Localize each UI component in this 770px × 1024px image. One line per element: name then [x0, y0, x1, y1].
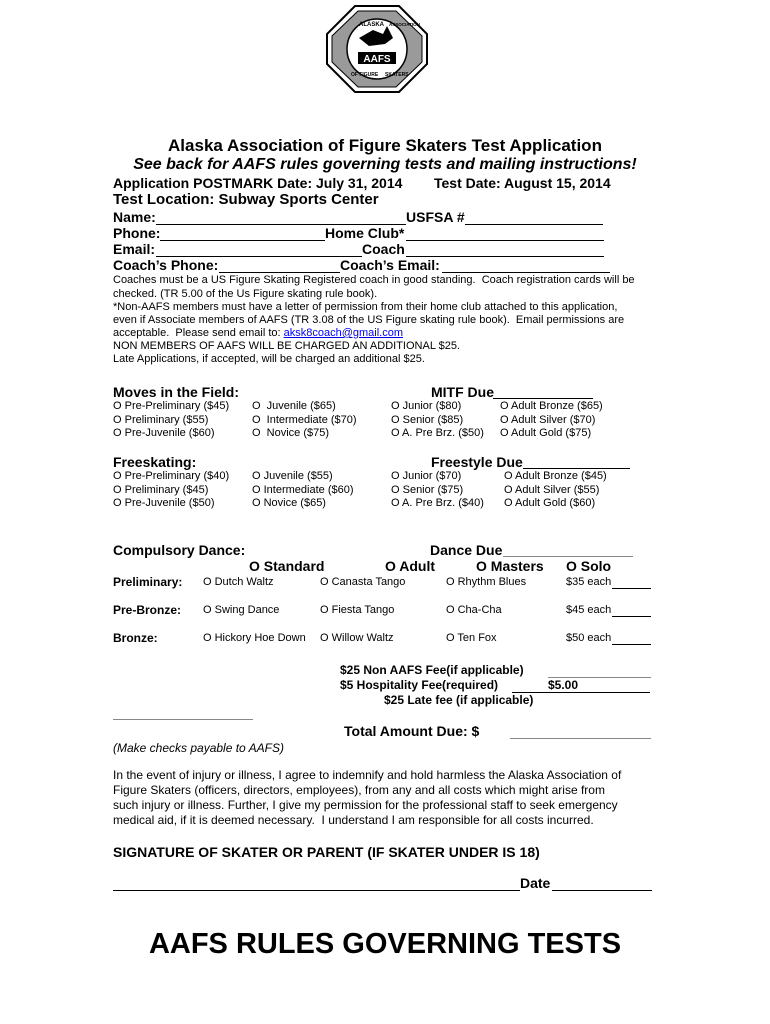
freeskating-option[interactable]: O Preliminary ($45): [113, 483, 209, 496]
coach-email-field[interactable]: [442, 272, 610, 273]
home-club-label: Home Club*: [325, 225, 405, 241]
freeskating-option[interactable]: O Junior ($70): [391, 470, 462, 482]
freeskating-heading: Freeskating:: [113, 454, 197, 470]
freeskating-option[interactable]: O Novice ($65): [252, 497, 326, 509]
home-club-field[interactable]: [406, 240, 604, 241]
freeskating-option[interactable]: O Senior ($75): [391, 483, 464, 496]
note-line-4: even if Associate members of AAFS (TR 3.08 of the US Figure skating rule book). Email permissions are: [113, 314, 625, 326]
freeskating-option[interactable]: O Intermediate ($60): [252, 483, 354, 496]
freeskating-option[interactable]: O Adult Silver ($55): [504, 483, 600, 496]
freeskating-option[interactable]: O A. Pre Brz. ($40): [391, 497, 484, 509]
hospitality-fee: $5 Hospitality Fee(required): [340, 678, 499, 692]
moves-option[interactable]: O Senior ($85): [391, 413, 464, 426]
dance-price-field[interactable]: [612, 644, 651, 645]
form-title: Alaska Association of Figure Skaters Test Application: [168, 136, 602, 155]
freestyle-due-field[interactable]: [523, 468, 630, 469]
mitf-due-field[interactable]: [493, 398, 593, 399]
moves-heading: Moves in the Field:: [113, 384, 240, 400]
dance-option[interactable]: O Swing Dance: [203, 604, 280, 616]
dance-category-adult[interactable]: O Adult: [385, 558, 436, 574]
late-fee: $25 Late fee (if applicable): [384, 693, 534, 707]
logo-center-text: AAFS: [363, 54, 391, 65]
moves-option[interactable]: O Intermediate ($70): [252, 413, 357, 426]
usfsa-label: USFSA #: [406, 209, 465, 225]
dance-level: Bronze:: [113, 631, 158, 645]
dance-option[interactable]: O Ten Fox: [446, 632, 497, 644]
moves-option[interactable]: O Adult Gold ($75): [500, 427, 592, 439]
note-line-2: checked. (TR 5.00 of the Us Figure skating rule book).: [113, 288, 378, 300]
dance-price-field[interactable]: [612, 616, 651, 617]
dance-level: Preliminary:: [113, 575, 183, 589]
dance-due-label: Dance Due: [430, 542, 503, 558]
moves-option[interactable]: O Adult Bronze ($65): [500, 400, 603, 412]
logo-top-text: ALASKA: [359, 22, 384, 28]
dance-level: Pre-Bronze:: [113, 603, 182, 617]
date-label: Date: [520, 875, 551, 891]
postmark-date: Application POSTMARK Date: July 31, 2014: [113, 175, 403, 191]
dance-option[interactable]: O Cha-Cha: [446, 604, 502, 616]
dance-price: $50 each: [566, 632, 612, 644]
freeskating-option[interactable]: O Adult Gold ($60): [504, 497, 596, 509]
waiver-line-2: Figure Skaters (officers, directors, employees), from any and all costs which might arise from: [113, 783, 605, 797]
total-amount-label: Total Amount Due: $: [344, 723, 480, 739]
test-date: Test Date: August 15, 2014: [434, 175, 611, 191]
note-line-5-text: acceptable. Please send email to:: [113, 327, 284, 339]
coach-label: Coach: [362, 241, 405, 257]
email-link[interactable]: aksk8coach@gmail.com: [283, 327, 403, 339]
freeskating-option[interactable]: O Juvenile ($55): [252, 470, 333, 482]
waiver-line-4: medical aid, if it is deemed necessary. I understand I am responsible for all costs incurred.: [113, 813, 594, 827]
signature-label: SIGNATURE OF SKATER OR PARENT (IF SKATER UNDER IS 18): [113, 844, 540, 860]
logo-right-text: ASSOCIATION: [389, 22, 420, 27]
dance-category-standard[interactable]: O Standard: [249, 558, 325, 574]
total-amount-field[interactable]: [510, 738, 651, 739]
moves-option[interactable]: O Pre-Preliminary ($45): [113, 400, 230, 412]
phone-field[interactable]: [160, 240, 325, 241]
note-line-3: *Non-AAFS members must have a letter of permission from their home club attached to this application,: [113, 301, 618, 313]
moves-option[interactable]: O Preliminary ($55): [113, 413, 209, 426]
mitf-due-label: MITF Due: [431, 384, 494, 400]
dance-option[interactable]: O Hickory Hoe Down: [203, 632, 306, 644]
dance-heading: Compulsory Dance:: [113, 542, 246, 558]
hospitality-fee-amount: $5.00: [548, 678, 579, 692]
test-location: Test Location: Subway Sports Center: [113, 191, 379, 208]
phone-label: Phone:: [113, 225, 161, 241]
dance-due-field[interactable]: [503, 556, 633, 557]
dance-category-solo[interactable]: O Solo: [566, 558, 612, 574]
moves-option[interactable]: O Adult Silver ($70): [500, 413, 596, 426]
dance-price-field[interactable]: [612, 588, 651, 589]
dance-option[interactable]: O Rhythm Blues: [446, 576, 527, 588]
moves-option[interactable]: O Novice ($75): [252, 427, 330, 439]
form-subtitle: See back for AAFS rules governing tests and mailing instructions!: [133, 156, 637, 173]
dance-option[interactable]: O Willow Waltz: [320, 632, 394, 644]
coach-phone-label: Coach’s Phone:: [113, 257, 219, 273]
rules-heading: AAFS RULES GOVERNING TESTS: [148, 928, 622, 960]
aafs-logo: [325, 4, 429, 94]
non-aafs-fee: $25 Non AAFS Fee(if applicable): [340, 663, 524, 677]
waiver-line-3: such injury or illness. Further, I give my permission for the professional staff to seek emergency: [113, 798, 618, 812]
freeskating-option[interactable]: O Pre-Juvenile ($50): [113, 497, 215, 509]
usfsa-field[interactable]: [465, 224, 603, 225]
dance-category-masters[interactable]: O Masters: [476, 558, 544, 574]
signature-field[interactable]: [113, 890, 520, 891]
moves-option[interactable]: O A. Pre Brz. ($50): [391, 427, 484, 439]
checks-payable-note: (Make checks payable to AAFS): [113, 741, 284, 755]
dance-price: $45 each: [566, 604, 612, 616]
waiver-line-1: In the event of injury or illness, I agree to indemnify and hold harmless the Alaska Association of: [113, 768, 622, 782]
note-line-7: Late Applications, if accepted, will be charged an additional $25.: [113, 353, 425, 365]
date-field[interactable]: [552, 890, 652, 891]
name-label: Name:: [113, 209, 156, 225]
moves-option[interactable]: O Pre-Juvenile ($60): [113, 427, 215, 439]
dance-option[interactable]: O Canasta Tango: [320, 576, 406, 588]
moves-option[interactable]: O Junior ($80): [391, 400, 462, 412]
divider-line: [113, 719, 253, 720]
note-line-6: NON MEMBERS OF AAFS WILL BE CHARGED AN ADDITIONAL $25.: [113, 340, 460, 352]
note-line-1: Coaches must be a US Figure Skating Registered coach in good standing. Coach registration cards will be: [113, 274, 635, 286]
dance-option[interactable]: O Fiesta Tango: [320, 604, 395, 616]
note-line-5: [113, 327, 403, 339]
logo-bottom-right-text: SKATERS: [385, 72, 409, 78]
freeskating-option[interactable]: O Pre-Preliminary ($40): [113, 470, 230, 482]
coach-email-label: Coach’s Email:: [340, 257, 440, 273]
moves-option[interactable]: O Juvenile ($65): [252, 400, 336, 412]
email-label: Email:: [113, 241, 156, 257]
logo-bottom-left-text: OF FIGURE: [351, 72, 379, 78]
freestyle-due-label: Freestyle Due: [431, 454, 523, 470]
dance-option[interactable]: O Dutch Waltz: [203, 576, 274, 588]
freeskating-option[interactable]: O Adult Bronze ($45): [504, 470, 607, 482]
dance-price: $35 each: [566, 576, 612, 588]
coach-phone-field[interactable]: [219, 272, 340, 273]
